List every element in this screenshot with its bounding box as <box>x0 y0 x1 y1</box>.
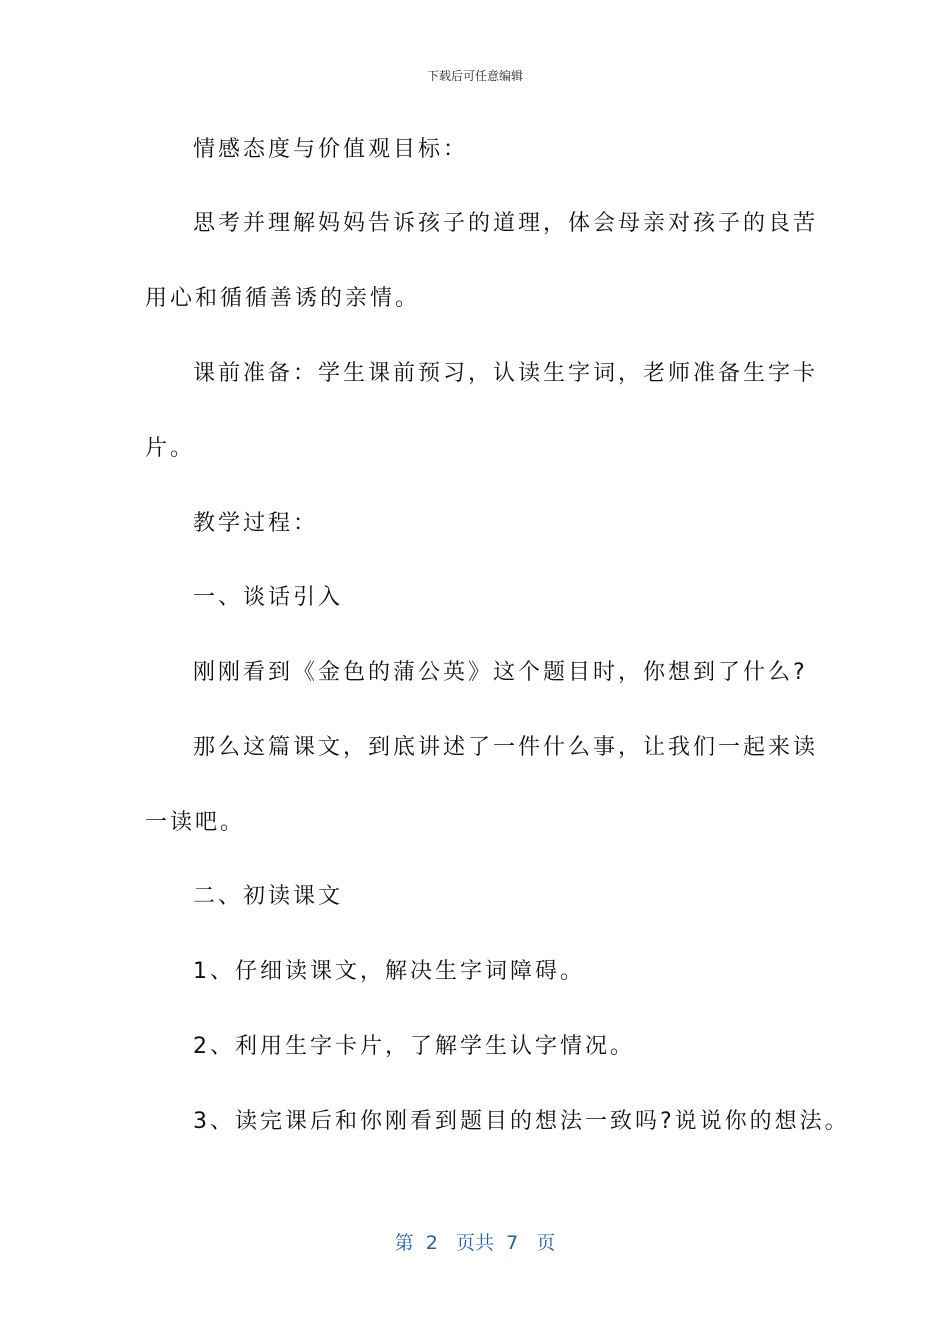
section-heading: 二、初读课文 <box>193 884 344 909</box>
current-page-number: 2 <box>425 1232 438 1254</box>
paragraph-line: 思考并理解妈妈告诉孩子的道理，体会母亲对孩子的良苦 <box>193 211 819 236</box>
footer-prefix: 第 <box>394 1232 414 1254</box>
paragraph-line: 教学过程： <box>193 511 319 536</box>
page-footer <box>0 1228 950 1255</box>
paragraph-line: 课前准备：学生课前预习，认读生字词，老师准备生字卡 <box>193 361 819 386</box>
paragraph-line: 用心和循循善诱的亲情。 <box>145 286 421 311</box>
paragraph-line: 一读吧。 <box>145 810 246 835</box>
paragraph-line: 片。 <box>145 436 196 461</box>
paragraph-line: 刚刚看到《金色的蒲公英》这个题目时，你想到了什么? <box>193 660 808 685</box>
list-item: 3、读完课后和你刚看到题目的想法一致吗?说说你的想法。 <box>193 1109 850 1134</box>
footer-suffix: 页 <box>536 1232 556 1254</box>
section-heading: 一、谈话引入 <box>193 585 344 610</box>
list-item: 2、利用生字卡片，了解学生认字情况。 <box>193 1034 635 1059</box>
total-pages-number: 7 <box>506 1232 519 1254</box>
list-item: 1、仔细读课文，解决生字词障碍。 <box>193 959 585 984</box>
page-header: 下载后可任意编辑 <box>426 69 523 83</box>
paragraph-line: 那么这篇课文，到底讲述了一件什么事，让我们一起来读 <box>193 735 819 760</box>
paragraph-line: 情感态度与价值观目标： <box>193 137 469 162</box>
footer-middle: 页共 <box>455 1232 494 1254</box>
